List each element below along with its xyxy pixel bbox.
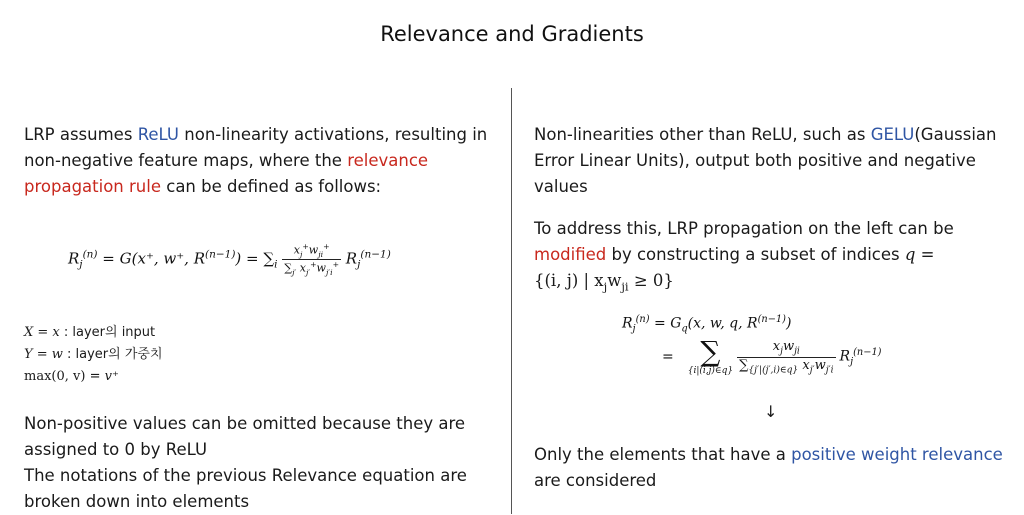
down-arrow-icon: ↓ — [764, 402, 778, 421]
text-line: are considered — [534, 471, 657, 490]
subset-definition: {(i, j) | x — [534, 271, 604, 290]
right-bottom-paragraph — [534, 442, 1004, 494]
fraction-numerator: x — [293, 243, 300, 257]
fraction-denominator: ∑ — [284, 261, 293, 275]
subset-definition: w — [607, 271, 622, 290]
formula-g: = G — [654, 315, 682, 332]
formula-close: ) = — [235, 249, 264, 268]
modified-highlight: modified — [534, 245, 607, 264]
text-line: To address this, LRP propagation on the left can be — [534, 219, 954, 238]
subset-q: q — [904, 245, 916, 264]
text-line: assigned to 0 by ReLU — [24, 440, 208, 459]
formula-args: (x, w, q, R — [687, 315, 758, 332]
right-intro-paragraph — [534, 122, 1004, 200]
note-text: = — [85, 369, 105, 384]
text-span: LRP assumes — [24, 125, 138, 144]
text-line: values — [534, 177, 588, 196]
note-text: : layer의 가중치 — [62, 347, 163, 362]
relevance-highlight: relevance — [347, 151, 429, 170]
formula-g: = G( — [97, 249, 138, 268]
note-math: X = x — [24, 325, 60, 340]
formula-args: x⁺, w⁺, R — [137, 249, 205, 268]
left-bottom-paragraph — [24, 411, 494, 515]
fraction-numerator: x — [772, 338, 781, 354]
sum-symbol: ∑ — [700, 335, 721, 368]
text-line: Non-positive values can be omitted because they are — [24, 414, 466, 433]
formula-rhs: R — [345, 249, 358, 268]
note-max — [24, 366, 119, 388]
relevance-formula-left: $R_j^{(n)} = G(x^+$, w⁺, $R^{(n-1)}) = \sum_i$ $\frac{x_j^+w_{ji}^+}{\sum_{j'} x_{j'}^+w_{j'i}^+}$ $R_j^{(n-1)}$ — [68, 242, 391, 277]
subset-definition: ≥ 0} — [628, 271, 674, 290]
right-middle-paragraph: To address this, LRP propagation on the left can be modified by constructing a subset of indices q = {(i, j) | $x_jw_{ji} \ge 0$} — [534, 219, 954, 294]
formula-rhs: R — [839, 348, 851, 365]
column-divider — [511, 88, 512, 514]
gelu-highlight: GELU — [870, 125, 915, 144]
relevance-formula-right-line1: $R_j^{(n)} = G_q(x$, w, q, $R^{(n-1)}$) — [622, 314, 792, 335]
note-text: : layer의 input — [59, 325, 156, 340]
text-span: can be defined as follows: — [161, 177, 382, 196]
text-line: Error Linear Units), output both positive and negative — [534, 151, 976, 170]
formula-fraction: $\frac{x_jw_{ji}}{\sum_{\{j'|(j',i)\in q\}} x_{j'}w_{j'i}}$ — [739, 338, 834, 376]
text-span: = — [915, 245, 935, 264]
relevance-formula-right-line2: = ∑ {i|(i,j)∈q} $\frac{x_jw_{ji}}{\sum_{\{j'|(j',i)\in q\}} x_{j'}w_{j'i}}$ $R_j^{(n-1)}$ — [662, 335, 882, 376]
note-x — [24, 322, 155, 344]
propagation-rule-highlight: propagation rule — [24, 177, 161, 196]
text-span: non-linearity activations, resulting in — [179, 125, 488, 144]
text-span: Non-linearities other than ReLU, such as — [534, 125, 871, 144]
note-math: v⁺ — [104, 369, 119, 384]
text-line: broken down into elements — [24, 492, 250, 511]
note-math: Y = w — [24, 347, 63, 362]
sum-subscript: {i|(i,j)∈q} — [687, 366, 734, 376]
slide-title: Relevance and Gradients — [380, 22, 644, 46]
text-span: by constructing a subset of indices — [606, 245, 905, 264]
note-y — [24, 344, 163, 366]
text-span: Only the elements that have a — [534, 445, 792, 464]
relu-highlight: ReLU — [137, 125, 180, 144]
text-span: (Gaussian — [914, 125, 997, 144]
formula-lhs: R — [68, 249, 80, 268]
big-sum — [687, 335, 734, 376]
left-intro-paragraph — [24, 122, 494, 200]
sum-symbol: ∑ — [263, 249, 275, 268]
text-line: The notations of the previous Relevance equation are — [24, 466, 467, 485]
formula-fraction: $\frac{x_j^+w_{ji}^+}{\sum_{j'} x_{j'}^+w_{j'i}^+}$ — [284, 242, 340, 277]
note-math: max(0, v) — [24, 369, 86, 384]
text-span: non-negative feature maps, where the — [24, 151, 348, 170]
positive-weight-relevance-highlight: positive weight relevance — [791, 445, 1003, 464]
formula-equals: = — [662, 349, 674, 365]
fraction-denominator: ∑ — [739, 357, 749, 373]
